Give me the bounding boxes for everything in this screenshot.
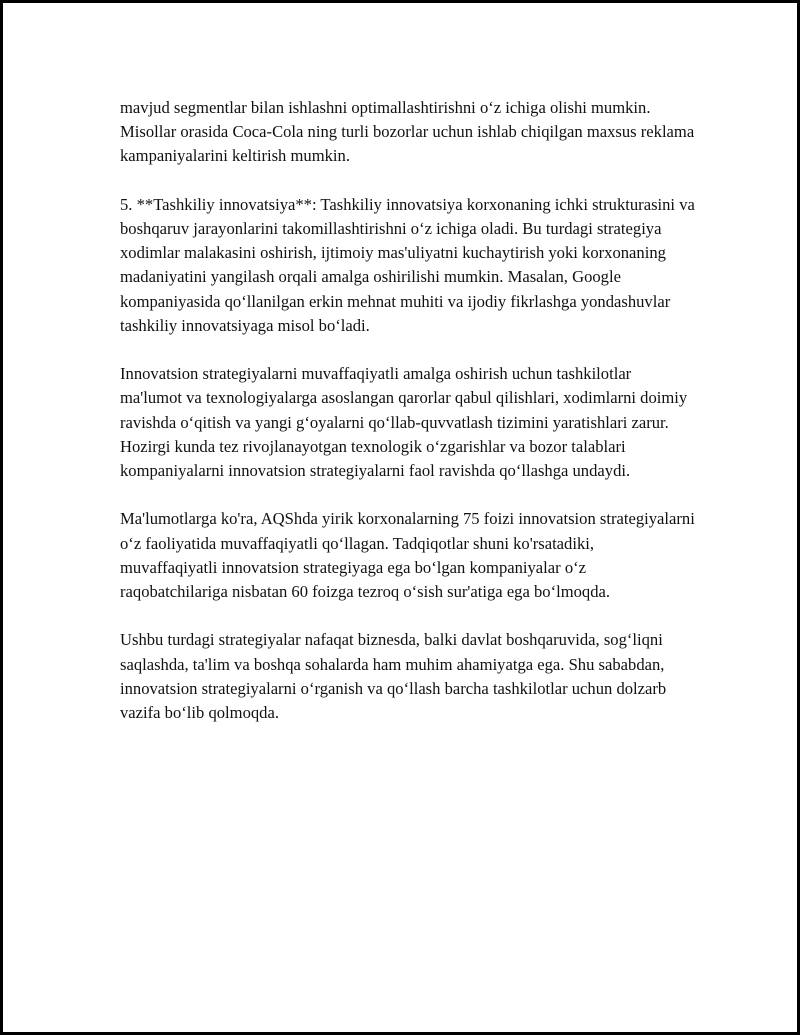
paragraph-conclusion: Ushbu turdagi strategiyalar nafaqat biznesda, balki davlat boshqaruvida, sog‘liqni saqlashda, ta'lim va boshqa sohalarda ham muhim ahamiyatga ega. Shu sababdan, innovatsion strategiyalarni o‘rganish va qo‘llash barcha tashkilotlar uchun dolzarb vazifa bo‘lib qolmoqda.	[120, 630, 667, 723]
paragraph-organizational-innovation: 5. **Tashkiliy innovatsiya**: Tashkiliy innovatsiya korxonaning ichki strukturasini va boshqaruv jarayonlarini takomillashtirishni o‘z ichiga oladi. Bu turdagi strategiya xodimlar malakasini oshirish, ijtimoiy mas'uliyatni kuchaytirish yoki korxonaning madaniyatini yangilash orqali amalga oshirilishi mumkin. Masalan, Google kompaniyasida qo‘llanilgan erkin mehnat muhiti va ijodiy fikrlashga yondashuvlar tashkiliy innovatsiyaga misol bo‘ladi.	[120, 194, 695, 335]
document-body	[120, 96, 695, 749]
paragraph-segmentation-continued: mavjud segmentlar bilan ishlashni optimallashtirishni o‘z ichiga olishi mumkin. Misollar orasida Coca-Cola ning turli bozorlar uchun ishlab chiqilgan maxsus reklama kampaniyalarini keltirish mumkin.	[120, 98, 695, 166]
paragraph-statistics: Ma'lumotlarga ko'ra, AQShda yirik korxonalarning 75 foizi innovatsion strategiyalarni o‘z faoliyatida muvaffaqiyatli qo‘llagan. Tadqiqotlar shuni ko'rsatadiki, muvaffaqiyatli innovatsion strategiyaga ega bo‘lgan kompaniyalar o‘z raqobatchilariga nisbatan 60 foizga tezroq o‘sish sur'atiga ega bo‘lmoqda.	[120, 509, 695, 602]
paragraph-implementation: Innovatsion strategiyalarni muvaffaqiyatli amalga oshirish uchun tashkilotlar ma'lumot va texnologiyalarga asoslangan qarorlar qabul qilishlari, xodimlarni doimiy ravishda o‘qitish va yangi g‘oyalarni qo‘llab-quvvatlash tizimini yaratishlari zarur. Hozirgi kunda tez rivojlanayotgan texnologik o‘zgarishlar va bozor talablari kompaniyalarni innovatsion strategiyalarni faol ravishda qo‘llashga undaydi.	[120, 364, 688, 481]
